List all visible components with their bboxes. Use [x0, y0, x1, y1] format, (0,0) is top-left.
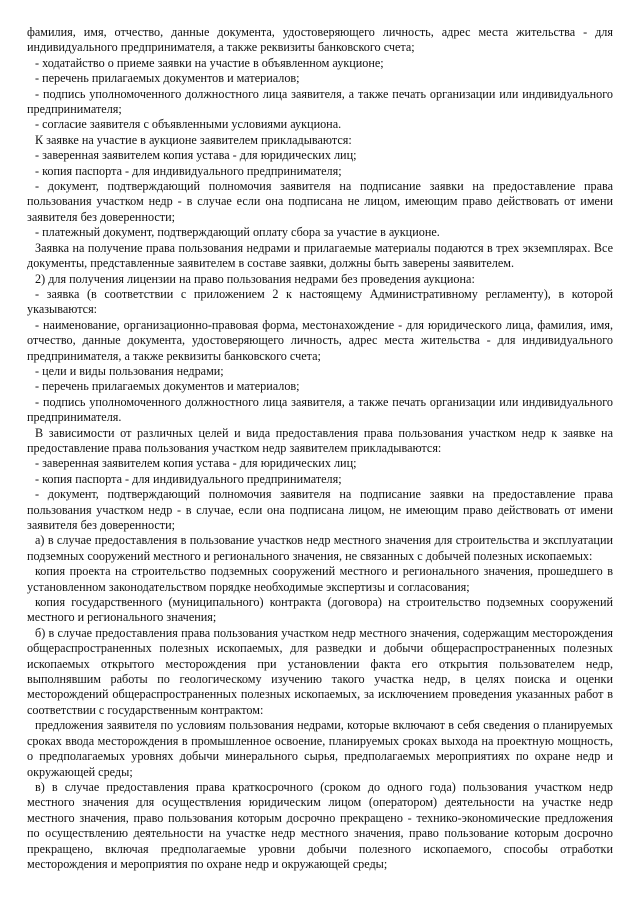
list-item: - согласие заявителя с объявленными условиями аукциона. [35, 117, 342, 132]
list-item: - заверенная заявителем копия устава - для юридических лиц; [35, 148, 357, 163]
list-item: - наименование, организационно-правовая форма, местонахождение - для юридического лица, фамилия, имя, отчество, данные документа, удостоверяющего личность, адрес места жительства - для индивидуального предпринимателя, а также реквизиты банковского счета; [27, 317, 613, 363]
paragraph: копия проекта на строительство подземных сооружений местного и регионального значения, прошедшего в установленном законодательством порядке необходимые экспертизы и согласования; [27, 564, 613, 594]
paragraph: а) в случае предоставления в пользование участков недр местного значения для строительства и эксплуатации подземных сооружений местного и регионального значения, не связанных с добычей полезных ископаемых: [27, 533, 613, 563]
paragraph: В зависимости от различных целей и вида предоставления права пользования участком недр к заявке на предоставление права пользования участком недр заявителем прикладываются: [27, 425, 613, 455]
paragraph: копия государственного (муниципального) контракта (договора) на строительство подземных сооружений местного и регионального значения; [27, 595, 613, 625]
list-item: - копия паспорта - для индивидуального предпринимателя; [35, 163, 342, 178]
list-item: - подпись уполномоченного должностного лица заявителя, а также печать организации или индивидуального предпринимателя; [27, 86, 613, 117]
paragraph: Заявка на получение права пользования недрами и прилагаемые материалы подаются в трех экземплярах. Все документы, представленные заявителем в составе заявки, должны быть заверены заявителем. [27, 240, 613, 271]
paragraph: 2) для получения лицензии на право пользования недрами без проведения аукциона: [35, 271, 475, 286]
list-item: - подпись уполномоченного должностного лица заявителя, а также печать организации или индивидуального предпринимателя. [27, 394, 613, 425]
list-item: - перечень прилагаемых документов и материалов; [35, 71, 300, 86]
paragraph: б) в случае предоставления права пользования участком недр местного значения, содержащим месторождения общераспространенных полезных ископаемых, для разведки и добычи общераспространенных полезных ископаемых открытого месторождения при установлении факта его открытия пользователем недр, выполнявшим работы по геологическому изучению такого участка недр, в целях поиска и оценки месторождений общераспространенных полезных ископаемых, за исключением проведения указанных работ в соответствии с государственным контрактом: [27, 625, 613, 717]
list-item: - заверенная заявителем копия устава - для юридических лиц; [35, 456, 357, 471]
list-item: - платежный документ, подтверждающий оплату сбора за участие в аукционе. [35, 225, 440, 240]
paragraph: предложения заявителя по условиям пользования недрами, которые включают в себя сведения о планируемых сроках ввода месторождения в промышленное освоение, планируемых сроках выхода на проектную мощность, о предполагаемых уровнях добычи минерального сырья, предполагаемых мероприятиях по охране недр и окружающей среды; [27, 718, 613, 779]
paragraph: в) в случае предоставления права краткосрочного (сроком до одного года) пользования участком недр местного значения для осуществления юридическим лицом (оператором) деятельности на участке недр местного значения, право пользования которым досрочно прекращено - технико-экономические предложения по осуществлению деятельности на участке недр местного значения, право пользование которым досрочно прекращено, включая предполагаемые уровни добычи полезного ископаемого, способы отработки месторождения и мероприятия по охране недр и окружающей среды; [27, 779, 613, 871]
list-item: - документ, подтверждающий полномочия заявителя на подписание заявки на предоставление права пользования участком недр - в случае, если она подписана лицом, не имеющим право действовать от имени заявителя без доверенности; [27, 487, 613, 532]
list-item: - перечень прилагаемых документов и материалов; [35, 379, 300, 394]
list-item: - документ, подтверждающий полномочия заявителя на подписание заявки на предоставление права пользования участком недр - в случае если она подписана не лицом, имеющим право действовать от имени заявителя без доверенности; [27, 179, 613, 224]
list-item: - цели и виды пользования недрами; [35, 363, 224, 378]
paragraph: К заявке на участие в аукционе заявителем прикладываются: [35, 132, 352, 147]
list-item: - копия паспорта - для индивидуального предпринимателя; [35, 471, 342, 486]
document-page [27, 25, 613, 872]
list-item: - ходатайство о приеме заявки на участие в объявленном аукционе; [35, 55, 384, 70]
list-item: - заявка (в соответствии с приложением 2 к настоящему Административному регламенту), в которой указываются: [27, 286, 613, 317]
paragraph: фамилия, имя, отчество, данные документа, удостоверяющего личность, адрес места жительства - для индивидуального предпринимателя, а также реквизиты банковского счета; [27, 25, 613, 55]
